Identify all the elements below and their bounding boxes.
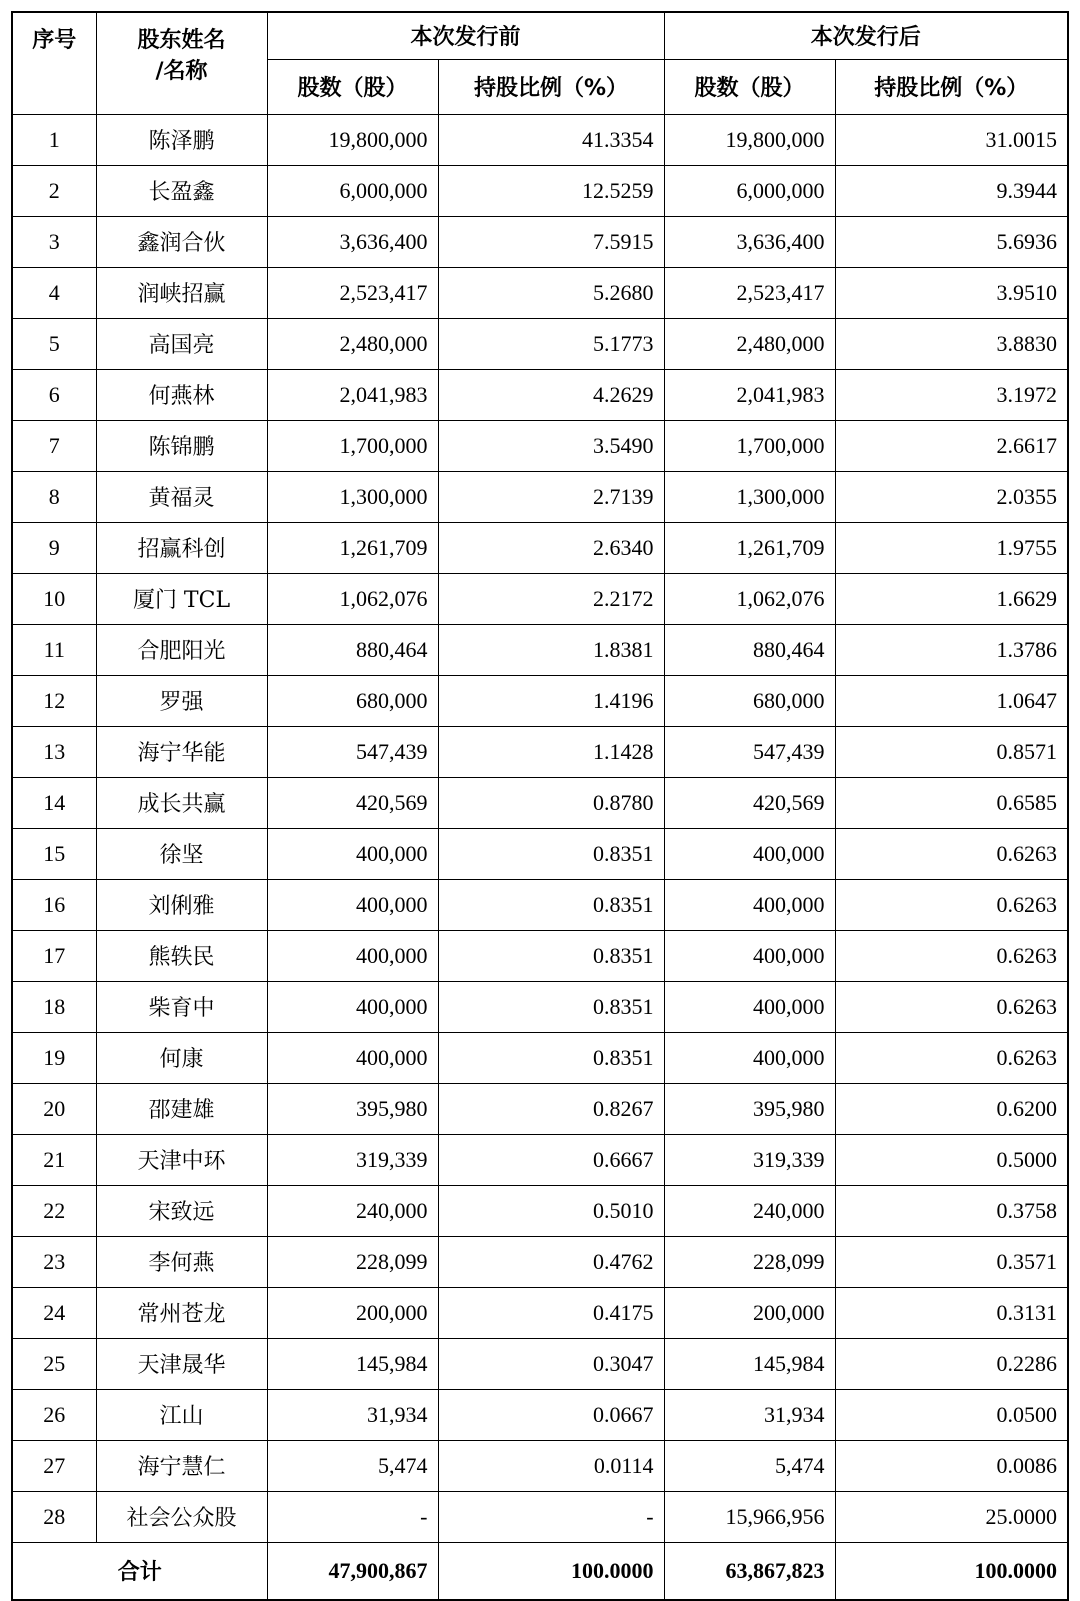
cell-after-ratio: 3.1972 xyxy=(835,369,1068,420)
cell-seq: 15 xyxy=(12,828,96,879)
cell-after-shares: 2,041,983 xyxy=(664,369,835,420)
cell-seq: 7 xyxy=(12,420,96,471)
cell-before-shares: 228,099 xyxy=(267,1236,438,1287)
cell-before-shares: 240,000 xyxy=(267,1185,438,1236)
table-row xyxy=(12,1236,1068,1287)
cell-shareholder-name: 合肥阳光 xyxy=(96,624,267,675)
cell-after-shares: 2,480,000 xyxy=(664,318,835,369)
cell-before-ratio: 2.6340 xyxy=(438,522,664,573)
cell-after-ratio: 0.3758 xyxy=(835,1185,1068,1236)
total-row xyxy=(12,1542,1068,1600)
cell-after-ratio: 31.0015 xyxy=(835,114,1068,165)
cell-shareholder-name: 鑫润合伙 xyxy=(96,216,267,267)
cell-after-shares: 145,984 xyxy=(664,1338,835,1389)
cell-before-shares: 420,569 xyxy=(267,777,438,828)
cell-after-shares: 400,000 xyxy=(664,1032,835,1083)
header-before-shares: 股数（股） xyxy=(267,59,438,114)
cell-seq: 14 xyxy=(12,777,96,828)
cell-after-shares: 31,934 xyxy=(664,1389,835,1440)
cell-after-shares: 5,474 xyxy=(664,1440,835,1491)
cell-after-ratio: 0.0500 xyxy=(835,1389,1068,1440)
cell-after-ratio: 5.6936 xyxy=(835,216,1068,267)
cell-shareholder-name: 天津晟华 xyxy=(96,1338,267,1389)
cell-seq: 17 xyxy=(12,930,96,981)
cell-before-shares: 2,041,983 xyxy=(267,369,438,420)
cell-before-ratio: 0.8351 xyxy=(438,1032,664,1083)
cell-after-shares: 547,439 xyxy=(664,726,835,777)
table-row xyxy=(12,267,1068,318)
header-before-ratio: 持股比例（%） xyxy=(438,59,664,114)
cell-seq: 19 xyxy=(12,1032,96,1083)
cell-before-ratio: 5.2680 xyxy=(438,267,664,318)
cell-before-shares: 400,000 xyxy=(267,1032,438,1083)
table-row xyxy=(12,624,1068,675)
cell-after-ratio: 0.2286 xyxy=(835,1338,1068,1389)
cell-after-ratio: 25.0000 xyxy=(835,1491,1068,1542)
cell-shareholder-name: 熊轶民 xyxy=(96,930,267,981)
cell-before-shares: 1,261,709 xyxy=(267,522,438,573)
cell-shareholder-name: 高国亮 xyxy=(96,318,267,369)
cell-before-shares: 145,984 xyxy=(267,1338,438,1389)
cell-seq: 20 xyxy=(12,1083,96,1134)
table-row xyxy=(12,369,1068,420)
cell-after-shares: 420,569 xyxy=(664,777,835,828)
header-after-shares: 股数（股） xyxy=(664,59,835,114)
cell-after-ratio: 2.0355 xyxy=(835,471,1068,522)
cell-after-shares: 400,000 xyxy=(664,981,835,1032)
cell-before-shares: 400,000 xyxy=(267,879,438,930)
cell-shareholder-name: 黄福灵 xyxy=(96,471,267,522)
cell-after-ratio: 9.3944 xyxy=(835,165,1068,216)
cell-before-shares: - xyxy=(267,1491,438,1542)
cell-shareholder-name: 宋致远 xyxy=(96,1185,267,1236)
cell-before-ratio: 2.7139 xyxy=(438,471,664,522)
cell-before-shares: 200,000 xyxy=(267,1287,438,1338)
cell-after-ratio: 1.3786 xyxy=(835,624,1068,675)
cell-shareholder-name: 柴育中 xyxy=(96,981,267,1032)
total-before-shares: 47,900,867 xyxy=(267,1542,438,1600)
table-row xyxy=(12,1440,1068,1491)
table-row xyxy=(12,1389,1068,1440)
header-row-1 xyxy=(12,12,1068,59)
cell-seq: 18 xyxy=(12,981,96,1032)
cell-after-shares: 1,261,709 xyxy=(664,522,835,573)
cell-shareholder-name: 李何燕 xyxy=(96,1236,267,1287)
cell-after-ratio: 0.6585 xyxy=(835,777,1068,828)
header-before-issue: 本次发行前 xyxy=(267,12,664,59)
cell-after-shares: 2,523,417 xyxy=(664,267,835,318)
cell-before-ratio: 7.5915 xyxy=(438,216,664,267)
cell-before-shares: 19,800,000 xyxy=(267,114,438,165)
cell-after-ratio: 1.0647 xyxy=(835,675,1068,726)
cell-after-ratio: 0.6263 xyxy=(835,930,1068,981)
cell-seq: 12 xyxy=(12,675,96,726)
cell-shareholder-name: 招赢科创 xyxy=(96,522,267,573)
table-row xyxy=(12,318,1068,369)
cell-after-shares: 400,000 xyxy=(664,828,835,879)
cell-before-shares: 3,636,400 xyxy=(267,216,438,267)
total-after-ratio: 100.0000 xyxy=(835,1542,1068,1600)
table-row xyxy=(12,1083,1068,1134)
cell-seq: 2 xyxy=(12,165,96,216)
cell-seq: 3 xyxy=(12,216,96,267)
cell-shareholder-name: 润峡招赢 xyxy=(96,267,267,318)
cell-before-ratio: 0.0667 xyxy=(438,1389,664,1440)
table-row xyxy=(12,1134,1068,1185)
cell-before-ratio: 41.3354 xyxy=(438,114,664,165)
table-body xyxy=(12,114,1068,1600)
cell-before-shares: 400,000 xyxy=(267,828,438,879)
cell-before-shares: 5,474 xyxy=(267,1440,438,1491)
cell-before-ratio: 0.8351 xyxy=(438,879,664,930)
cell-after-shares: 19,800,000 xyxy=(664,114,835,165)
cell-before-shares: 31,934 xyxy=(267,1389,438,1440)
header-name-line2: /名称 xyxy=(155,59,208,84)
cell-before-ratio: 5.1773 xyxy=(438,318,664,369)
header-shareholder-name xyxy=(96,12,267,114)
cell-before-shares: 880,464 xyxy=(267,624,438,675)
cell-seq: 24 xyxy=(12,1287,96,1338)
cell-after-ratio: 3.8830 xyxy=(835,318,1068,369)
cell-seq: 13 xyxy=(12,726,96,777)
table-row xyxy=(12,573,1068,624)
cell-after-shares: 400,000 xyxy=(664,930,835,981)
header-after-issue: 本次发行后 xyxy=(664,12,1068,59)
cell-before-shares: 680,000 xyxy=(267,675,438,726)
cell-seq: 9 xyxy=(12,522,96,573)
cell-before-ratio: 1.8381 xyxy=(438,624,664,675)
cell-before-shares: 1,062,076 xyxy=(267,573,438,624)
table-row xyxy=(12,981,1068,1032)
cell-before-ratio: 0.0114 xyxy=(438,1440,664,1491)
cell-before-ratio: 0.6667 xyxy=(438,1134,664,1185)
cell-after-shares: 680,000 xyxy=(664,675,835,726)
cell-before-shares: 319,339 xyxy=(267,1134,438,1185)
cell-before-shares: 395,980 xyxy=(267,1083,438,1134)
cell-after-ratio: 2.6617 xyxy=(835,420,1068,471)
cell-seq: 5 xyxy=(12,318,96,369)
cell-after-shares: 3,636,400 xyxy=(664,216,835,267)
cell-shareholder-name: 常州苍龙 xyxy=(96,1287,267,1338)
cell-after-ratio: 0.3571 xyxy=(835,1236,1068,1287)
cell-before-ratio: 12.5259 xyxy=(438,165,664,216)
cell-after-ratio: 3.9510 xyxy=(835,267,1068,318)
cell-after-shares: 6,000,000 xyxy=(664,165,835,216)
cell-shareholder-name: 成长共赢 xyxy=(96,777,267,828)
cell-seq: 16 xyxy=(12,879,96,930)
cell-shareholder-name: 海宁慧仁 xyxy=(96,1440,267,1491)
table-row xyxy=(12,930,1068,981)
table-row xyxy=(12,420,1068,471)
cell-before-ratio: 0.8351 xyxy=(438,981,664,1032)
cell-after-ratio: 0.6263 xyxy=(835,879,1068,930)
table-row xyxy=(12,777,1068,828)
cell-shareholder-name: 天津中环 xyxy=(96,1134,267,1185)
table-row xyxy=(12,1032,1068,1083)
cell-before-ratio: 0.5010 xyxy=(438,1185,664,1236)
cell-shareholder-name: 海宁华能 xyxy=(96,726,267,777)
table-row xyxy=(12,879,1068,930)
cell-seq: 22 xyxy=(12,1185,96,1236)
cell-seq: 27 xyxy=(12,1440,96,1491)
cell-after-shares: 15,966,956 xyxy=(664,1491,835,1542)
cell-after-shares: 400,000 xyxy=(664,879,835,930)
table-row xyxy=(12,828,1068,879)
cell-shareholder-name: 陈锦鹏 xyxy=(96,420,267,471)
cell-after-shares: 200,000 xyxy=(664,1287,835,1338)
cell-before-ratio: - xyxy=(438,1491,664,1542)
table-row xyxy=(12,726,1068,777)
cell-shareholder-name: 罗强 xyxy=(96,675,267,726)
cell-before-shares: 1,700,000 xyxy=(267,420,438,471)
cell-before-ratio: 0.3047 xyxy=(438,1338,664,1389)
shareholding-document xyxy=(11,11,1067,1601)
cell-after-ratio: 0.6200 xyxy=(835,1083,1068,1134)
shareholding-table xyxy=(11,11,1069,1601)
cell-seq: 6 xyxy=(12,369,96,420)
cell-after-shares: 1,300,000 xyxy=(664,471,835,522)
cell-after-ratio: 0.6263 xyxy=(835,981,1068,1032)
cell-before-ratio: 0.4762 xyxy=(438,1236,664,1287)
cell-before-ratio: 0.8351 xyxy=(438,930,664,981)
cell-after-shares: 319,339 xyxy=(664,1134,835,1185)
total-before-ratio: 100.0000 xyxy=(438,1542,664,1600)
cell-after-shares: 1,700,000 xyxy=(664,420,835,471)
cell-before-ratio: 0.8351 xyxy=(438,828,664,879)
cell-before-ratio: 1.1428 xyxy=(438,726,664,777)
cell-before-ratio: 1.4196 xyxy=(438,675,664,726)
table-row xyxy=(12,114,1068,165)
cell-before-shares: 400,000 xyxy=(267,930,438,981)
total-after-shares: 63,867,823 xyxy=(664,1542,835,1600)
cell-after-shares: 1,062,076 xyxy=(664,573,835,624)
cell-shareholder-name: 社会公众股 xyxy=(96,1491,267,1542)
cell-shareholder-name: 何康 xyxy=(96,1032,267,1083)
cell-after-ratio: 0.5000 xyxy=(835,1134,1068,1185)
total-label: 合计 xyxy=(12,1542,267,1600)
cell-after-shares: 228,099 xyxy=(664,1236,835,1287)
cell-before-ratio: 0.8780 xyxy=(438,777,664,828)
cell-before-shares: 1,300,000 xyxy=(267,471,438,522)
cell-seq: 23 xyxy=(12,1236,96,1287)
header-name-line1: 股东姓名 xyxy=(137,28,226,53)
cell-seq: 11 xyxy=(12,624,96,675)
table-row xyxy=(12,216,1068,267)
cell-seq: 4 xyxy=(12,267,96,318)
cell-shareholder-name: 刘俐雅 xyxy=(96,879,267,930)
cell-before-shares: 547,439 xyxy=(267,726,438,777)
cell-after-ratio: 0.3131 xyxy=(835,1287,1068,1338)
cell-after-shares: 880,464 xyxy=(664,624,835,675)
table-row xyxy=(12,165,1068,216)
cell-before-shares: 400,000 xyxy=(267,981,438,1032)
table-row xyxy=(12,1287,1068,1338)
table-row xyxy=(12,1338,1068,1389)
header-after-ratio: 持股比例（%） xyxy=(835,59,1068,114)
cell-before-ratio: 2.2172 xyxy=(438,573,664,624)
cell-after-ratio: 1.6629 xyxy=(835,573,1068,624)
cell-shareholder-name: 厦门 TCL xyxy=(96,573,267,624)
cell-before-ratio: 3.5490 xyxy=(438,420,664,471)
cell-before-ratio: 0.8267 xyxy=(438,1083,664,1134)
cell-seq: 21 xyxy=(12,1134,96,1185)
cell-after-ratio: 0.6263 xyxy=(835,828,1068,879)
cell-seq: 1 xyxy=(12,114,96,165)
table-row xyxy=(12,675,1068,726)
table-row xyxy=(12,522,1068,573)
cell-seq: 10 xyxy=(12,573,96,624)
cell-shareholder-name: 邵建雄 xyxy=(96,1083,267,1134)
cell-seq: 26 xyxy=(12,1389,96,1440)
cell-shareholder-name: 江山 xyxy=(96,1389,267,1440)
cell-after-ratio: 0.8571 xyxy=(835,726,1068,777)
cell-seq: 28 xyxy=(12,1491,96,1542)
cell-before-ratio: 4.2629 xyxy=(438,369,664,420)
cell-after-shares: 395,980 xyxy=(664,1083,835,1134)
cell-shareholder-name: 长盈鑫 xyxy=(96,165,267,216)
cell-shareholder-name: 徐坚 xyxy=(96,828,267,879)
table-row xyxy=(12,1185,1068,1236)
header-seq: 序号 xyxy=(12,12,96,114)
cell-before-shares: 2,523,417 xyxy=(267,267,438,318)
table-row xyxy=(12,471,1068,522)
cell-after-ratio: 1.9755 xyxy=(835,522,1068,573)
cell-before-shares: 2,480,000 xyxy=(267,318,438,369)
cell-seq: 8 xyxy=(12,471,96,522)
cell-after-ratio: 0.0086 xyxy=(835,1440,1068,1491)
cell-after-ratio: 0.6263 xyxy=(835,1032,1068,1083)
cell-before-shares: 6,000,000 xyxy=(267,165,438,216)
cell-seq: 25 xyxy=(12,1338,96,1389)
cell-before-ratio: 0.4175 xyxy=(438,1287,664,1338)
table-row xyxy=(12,1491,1068,1542)
cell-after-shares: 240,000 xyxy=(664,1185,835,1236)
cell-shareholder-name: 陈泽鹏 xyxy=(96,114,267,165)
cell-shareholder-name: 何燕林 xyxy=(96,369,267,420)
